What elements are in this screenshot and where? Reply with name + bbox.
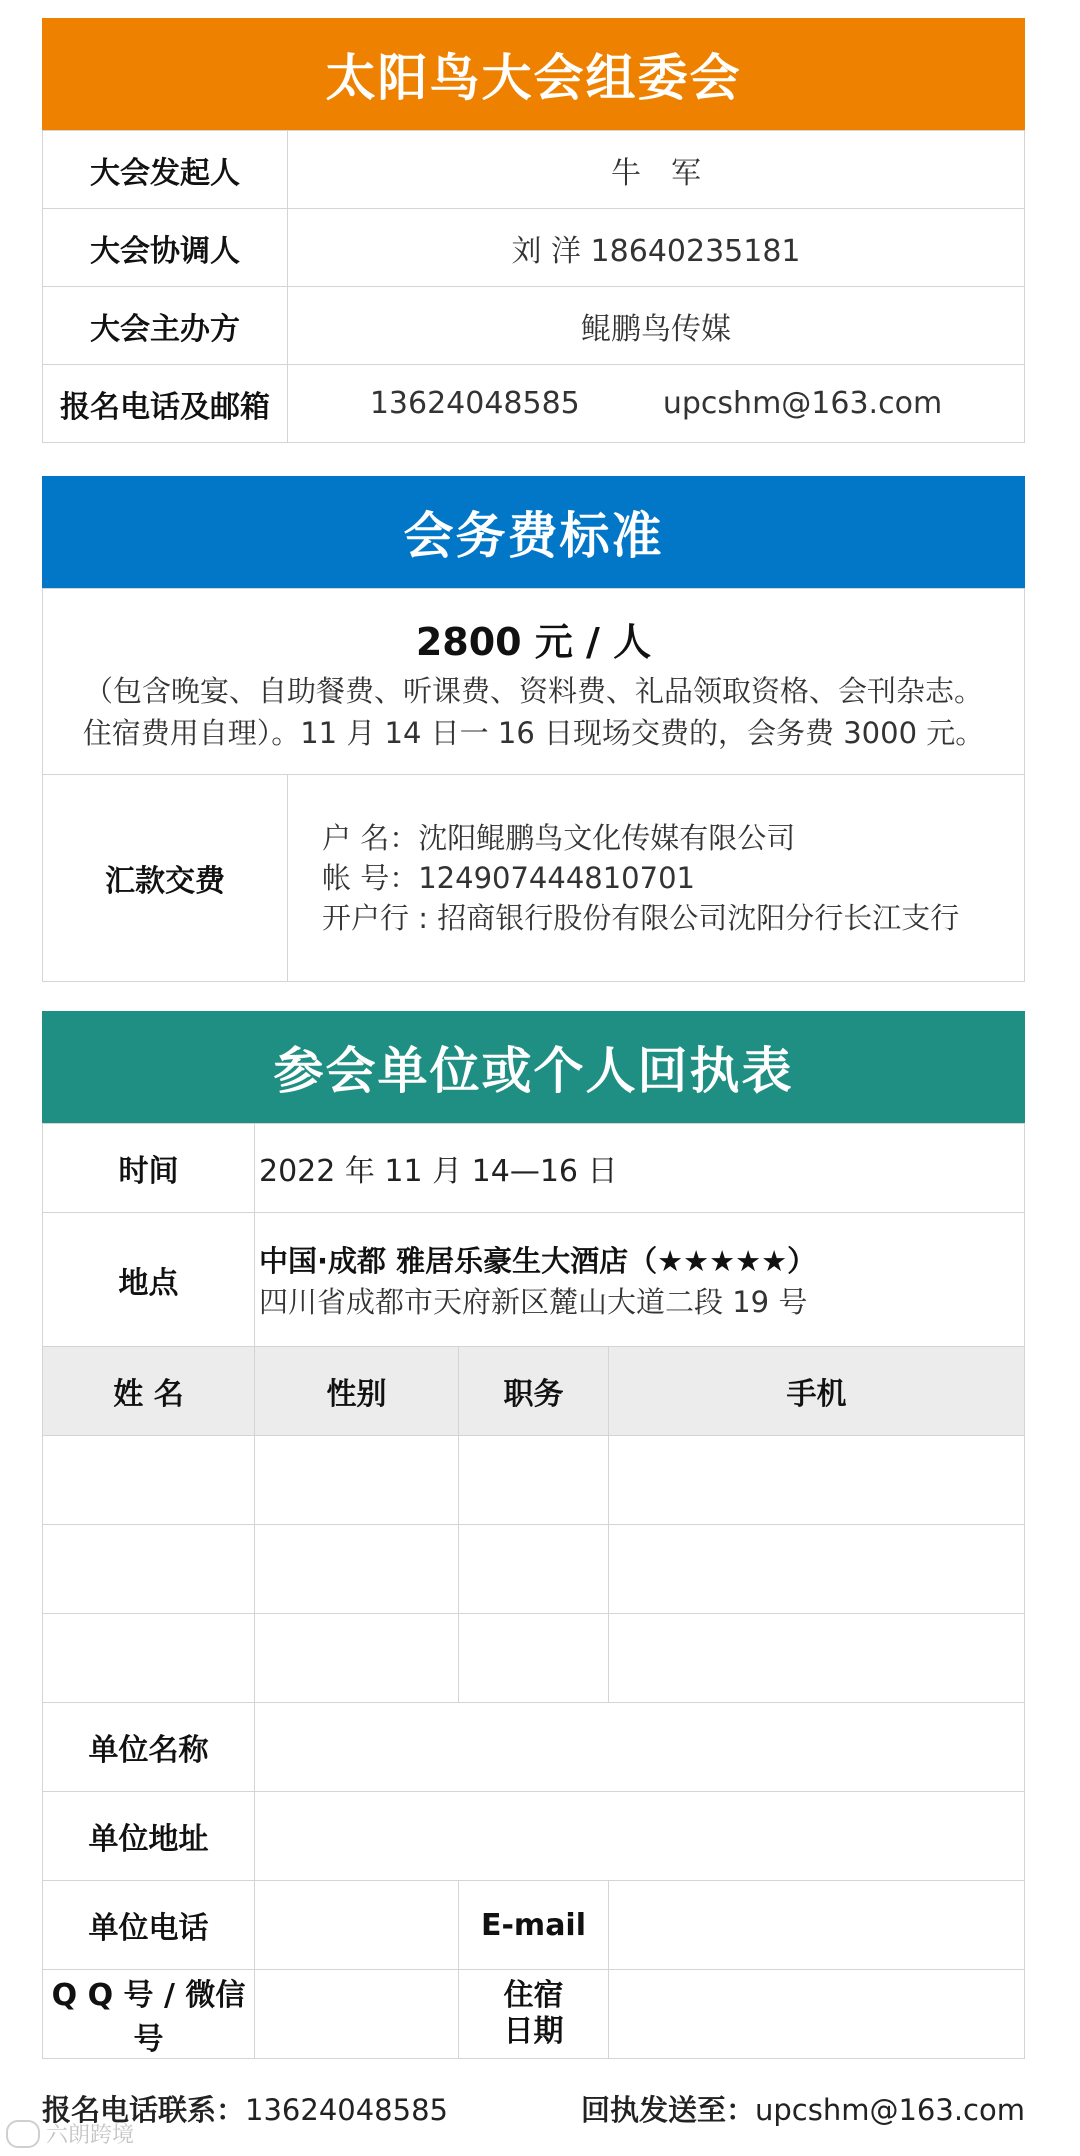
coordinator-label: 大会协调人 bbox=[43, 209, 288, 287]
registration-contact-value bbox=[288, 365, 1025, 443]
fee-description-line: （包含晚宴、自助餐费、听课费、资料费、礼品领取资格、会刊杂志。 bbox=[83, 674, 983, 708]
column-header-gender: 性别 bbox=[255, 1347, 459, 1436]
column-header-name: 姓 名 bbox=[43, 1347, 255, 1436]
table-row bbox=[43, 1970, 1025, 2059]
time-label: 时间 bbox=[43, 1124, 255, 1213]
fee-section bbox=[42, 476, 1025, 982]
stay-date-label-line: 日期 bbox=[503, 2014, 564, 2049]
registration-contact-label: 报名电话及邮箱 bbox=[43, 365, 288, 443]
receipt-title: 参会单位或个人回执表 bbox=[42, 1011, 1025, 1123]
table-row bbox=[43, 1792, 1025, 1881]
unit-address-input-cell[interactable] bbox=[255, 1792, 1025, 1881]
qq-wechat-input-cell[interactable] bbox=[255, 1970, 459, 2059]
receipt-table bbox=[42, 1123, 1025, 2059]
committee-table bbox=[42, 130, 1025, 443]
column-header-mobile: 手机 bbox=[609, 1347, 1025, 1436]
fee-table bbox=[42, 588, 1025, 982]
table-row bbox=[43, 131, 1025, 209]
time-value: 2022 年 11 月 14—16 日 bbox=[255, 1124, 1025, 1213]
fee-description bbox=[43, 670, 1024, 774]
table-row bbox=[43, 365, 1025, 443]
fee-description-line: 住宿费用自理）。11 月 14 日一 16 日现场交费的，会务费 3000 元。 bbox=[82, 716, 985, 750]
footer-email bbox=[581, 2088, 1025, 2129]
place-label: 地点 bbox=[43, 1213, 255, 1347]
table-row bbox=[43, 1213, 1025, 1347]
attendee-row bbox=[43, 1436, 1025, 1525]
venue-name: 中国·成都 雅居乐豪生大酒店（★★★★★） bbox=[259, 1243, 817, 1278]
table-row bbox=[43, 209, 1025, 287]
committee-title: 太阳鸟大会组委会 bbox=[42, 18, 1025, 130]
attendee-row bbox=[43, 1614, 1025, 1703]
name-input-cell[interactable] bbox=[43, 1525, 255, 1614]
unit-name-input-cell[interactable] bbox=[255, 1703, 1025, 1792]
mobile-input-cell[interactable] bbox=[609, 1436, 1025, 1525]
account-name: 户 名：沈阳鲲鹏鸟文化传媒有限公司 bbox=[322, 821, 796, 855]
table-row bbox=[43, 775, 1025, 982]
position-input-cell[interactable] bbox=[459, 1436, 609, 1525]
gender-input-cell[interactable] bbox=[255, 1525, 459, 1614]
name-input-cell[interactable] bbox=[43, 1614, 255, 1703]
payment-label: 汇款交费 bbox=[43, 775, 288, 982]
unit-address-label: 单位地址 bbox=[43, 1792, 255, 1881]
registration-phone: 13624048585 bbox=[369, 386, 580, 421]
receipt-section bbox=[42, 1011, 1025, 2059]
stay-date-label bbox=[459, 1970, 609, 2059]
initiator-label: 大会发起人 bbox=[43, 131, 288, 209]
mobile-input-cell[interactable] bbox=[609, 1614, 1025, 1703]
initiator-value: 牛 军 bbox=[288, 131, 1025, 209]
registration-email: upcshm@163.com bbox=[662, 386, 943, 421]
column-header-position: 职务 bbox=[459, 1347, 609, 1436]
gender-input-cell[interactable] bbox=[255, 1614, 459, 1703]
fee-description-cell bbox=[43, 589, 1025, 775]
table-row bbox=[43, 287, 1025, 365]
watermark-logo-icon bbox=[6, 2120, 40, 2148]
email-label: E-mail bbox=[459, 1881, 609, 1970]
table-header-row bbox=[43, 1347, 1025, 1436]
mobile-input-cell[interactable] bbox=[609, 1525, 1025, 1614]
watermark bbox=[6, 2118, 134, 2149]
footer-email-value: upcshm@163.com bbox=[755, 2092, 1025, 2127]
attendee-row bbox=[43, 1525, 1025, 1614]
fee-title: 会务费标准 bbox=[42, 476, 1025, 588]
coordinator-value: 刘 洋 18640235181 bbox=[288, 209, 1025, 287]
committee-section bbox=[42, 18, 1025, 443]
venue-address: 四川省成都市天府新区麓山大道二段 19 号 bbox=[259, 1284, 808, 1319]
payment-details bbox=[288, 775, 1025, 982]
unit-phone-label: 单位电话 bbox=[43, 1881, 255, 1970]
bank-name: 开户行 : 招商银行股份有限公司沈阳分行长江支行 bbox=[322, 901, 960, 935]
qq-wechat-label: Q Q 号 / 微信号 bbox=[43, 1970, 255, 2059]
footer-phone-label: 报名电话联系： bbox=[42, 2092, 246, 2127]
footer bbox=[42, 2086, 1025, 2130]
table-row bbox=[43, 1703, 1025, 1792]
footer-email-label: 回执发送至： bbox=[581, 2092, 756, 2127]
name-input-cell[interactable] bbox=[43, 1436, 255, 1525]
organizer-value: 鲲鹏鸟传媒 bbox=[288, 287, 1025, 365]
account-number: 帐 号：124907444810701 bbox=[322, 861, 695, 895]
position-input-cell[interactable] bbox=[459, 1614, 609, 1703]
organizer-label: 大会主办方 bbox=[43, 287, 288, 365]
footer-phone-value: 13624048585 bbox=[245, 2092, 448, 2127]
position-input-cell[interactable] bbox=[459, 1525, 609, 1614]
table-row bbox=[43, 1881, 1025, 1970]
table-row bbox=[43, 589, 1025, 775]
unit-name-label: 单位名称 bbox=[43, 1703, 255, 1792]
stay-date-input-cell[interactable] bbox=[609, 1970, 1025, 2059]
table-row bbox=[43, 1124, 1025, 1213]
gender-input-cell[interactable] bbox=[255, 1436, 459, 1525]
email-input-cell[interactable] bbox=[609, 1881, 1025, 1970]
stay-date-label-line: 住宿 bbox=[503, 1978, 564, 2013]
place-value bbox=[255, 1213, 1025, 1347]
watermark-text: 六朗跨境 bbox=[46, 2123, 135, 2148]
fee-price: 2800 元 / 人 bbox=[415, 620, 652, 664]
unit-phone-input-cell[interactable] bbox=[255, 1881, 459, 1970]
